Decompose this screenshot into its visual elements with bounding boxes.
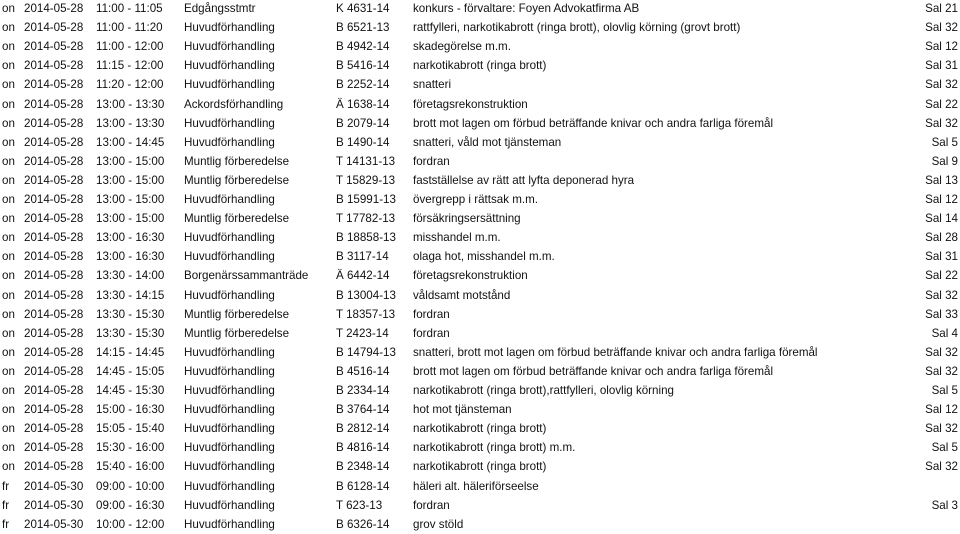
date: 2014-05-28 — [24, 135, 84, 149]
courtroom: Sal 4 — [931, 326, 958, 340]
case-number: B 3764-14 — [336, 403, 390, 417]
hearing-type: Huvudförhandling — [184, 116, 275, 130]
date: 2014-05-28 — [24, 116, 84, 130]
hearing-type: Muntlig förberedelse — [184, 212, 290, 226]
case-description: narkotikabrott (ringa brott) m.m. — [413, 441, 576, 455]
schedule-row — [0, 56, 960, 75]
date: 2014-05-28 — [24, 173, 84, 187]
weekday: on — [2, 460, 15, 474]
courtroom: Sal 3 — [931, 498, 958, 512]
time-range: 15:40 - 16:00 — [96, 460, 165, 474]
schedule-row — [0, 362, 960, 381]
weekday: on — [2, 21, 15, 35]
schedule-row — [0, 343, 960, 362]
hearing-type: Muntlig förberedelse — [184, 326, 290, 340]
courtroom: Sal 12 — [925, 40, 958, 54]
schedule-row — [0, 0, 960, 18]
case-description: olaga hot, misshandel m.m. — [413, 250, 555, 264]
schedule-row — [0, 496, 960, 515]
case-description: brott mot lagen om förbud beträffande knivar och andra farliga föremål — [413, 364, 774, 378]
courtroom: Sal 31 — [925, 250, 958, 264]
time-range: 11:15 - 12:00 — [96, 59, 164, 73]
schedule-row — [0, 133, 960, 152]
schedule-row — [0, 457, 960, 476]
date: 2014-05-28 — [24, 441, 84, 455]
case-number: B 3117-14 — [336, 250, 389, 264]
date: 2014-05-30 — [24, 498, 84, 512]
weekday: on — [2, 422, 15, 436]
time-range: 13:30 - 14:00 — [96, 269, 165, 283]
date: 2014-05-28 — [24, 193, 84, 206]
case-description: häleri alt. häleriförseelse — [413, 479, 539, 493]
case-description: grov stöld — [413, 517, 464, 531]
hearing-type: Huvudförhandling — [184, 364, 275, 378]
case-description: företagsrekonstruktion — [413, 97, 528, 111]
weekday: on — [2, 193, 15, 206]
case-number: B 1490-14 — [336, 135, 390, 149]
date: 2014-05-28 — [24, 269, 84, 283]
date: 2014-05-28 — [24, 250, 84, 264]
courtroom: Sal 32 — [925, 78, 958, 92]
case-description: företagsrekonstruktion — [413, 269, 528, 283]
schedule-row — [0, 400, 960, 419]
schedule-row — [0, 477, 960, 496]
case-number: B 2334-14 — [336, 384, 390, 397]
date: 2014-05-28 — [24, 78, 84, 92]
courtroom: Sal 32 — [925, 21, 958, 35]
case-number: B 6128-14 — [336, 479, 390, 493]
case-description: brott mot lagen om förbud beträffande knivar och andra farliga föremål — [413, 116, 774, 130]
case-number: B 5416-14 — [336, 59, 390, 73]
weekday: fr — [2, 479, 10, 493]
hearing-type: Huvudförhandling — [184, 460, 275, 474]
courtroom: Sal 5 — [931, 384, 958, 397]
weekday: on — [2, 403, 15, 417]
date: 2014-05-28 — [24, 403, 84, 417]
schedule-row — [0, 247, 960, 266]
date: 2014-05-28 — [24, 231, 84, 245]
case-description: våldsamt motstånd — [413, 288, 511, 302]
date: 2014-05-28 — [24, 97, 84, 111]
courtroom: Sal 12 — [925, 403, 958, 417]
time-range: 11:00 - 12:00 — [96, 40, 164, 54]
courtroom: Sal 32 — [925, 460, 958, 474]
hearing-type: Muntlig förberedelse — [184, 173, 290, 187]
case-description: hot mot tjänsteman — [413, 403, 512, 417]
date: 2014-05-28 — [24, 364, 84, 378]
time-range: 13:00 - 15:00 — [96, 154, 165, 168]
case-number: B 13004-13 — [336, 288, 396, 302]
time-range: 10:00 - 12:00 — [96, 517, 165, 531]
courtroom: Sal 32 — [925, 364, 958, 378]
schedule-row — [0, 305, 960, 324]
case-description: narkotikabrott (ringa brott) — [413, 460, 547, 474]
courtroom: Sal 5 — [931, 135, 958, 149]
time-range: 11:00 - 11:05 — [96, 2, 163, 15]
case-description: fordran — [413, 326, 450, 340]
schedule-row — [0, 75, 960, 94]
case-number: B 6521-13 — [336, 21, 390, 35]
weekday: on — [2, 40, 15, 54]
hearing-type: Huvudförhandling — [184, 21, 275, 35]
case-number: B 2812-14 — [336, 422, 390, 436]
weekday: fr — [2, 498, 10, 512]
case-number: B 18858-13 — [336, 231, 396, 245]
case-description: narkotikabrott (ringa brott) — [413, 59, 547, 73]
weekday: on — [2, 326, 15, 340]
case-description: fordran — [413, 498, 450, 512]
hearing-type: Huvudförhandling — [184, 40, 275, 54]
case-number: B 2252-14 — [336, 78, 390, 92]
time-range: 11:00 - 11:20 — [96, 21, 163, 35]
hearing-type: Huvudförhandling — [184, 59, 275, 73]
hearing-type: Ackordsförhandling — [184, 97, 284, 111]
weekday: on — [2, 2, 15, 15]
hearing-type: Huvudförhandling — [184, 193, 275, 206]
weekday: fr — [2, 517, 10, 531]
courtroom: Sal 14 — [925, 212, 958, 226]
case-description: rattfylleri, narkotikabrott (ringa brott), olovlig körning (grovt brott) — [413, 21, 741, 35]
weekday: on — [2, 364, 15, 378]
date: 2014-05-28 — [24, 59, 84, 73]
schedule-row — [0, 171, 960, 190]
hearing-type: Huvudförhandling — [184, 422, 275, 436]
date: 2014-05-30 — [24, 517, 84, 531]
schedule-row — [0, 381, 960, 400]
case-description: misshandel m.m. — [413, 231, 501, 245]
schedule-row — [0, 114, 960, 133]
courtroom: Sal 28 — [925, 231, 958, 245]
time-range: 15:05 - 15:40 — [96, 422, 165, 436]
time-range: 11:20 - 12:00 — [96, 78, 164, 92]
time-range: 13:00 - 14:45 — [96, 135, 165, 149]
case-description: narkotikabrott (ringa brott) — [413, 422, 547, 436]
courtroom: Sal 9 — [931, 154, 958, 168]
schedule-row — [0, 324, 960, 343]
time-range: 14:45 - 15:05 — [96, 364, 165, 378]
hearing-type: Huvudförhandling — [184, 288, 275, 302]
case-description: försäkringsersättning — [413, 212, 521, 226]
schedule-row — [0, 152, 960, 171]
courtroom: Sal 32 — [925, 116, 958, 130]
case-number: Ä 1638-14 — [336, 97, 390, 111]
case-description: snatteri — [413, 78, 452, 92]
schedule-row — [0, 515, 960, 534]
hearing-type: Huvudförhandling — [184, 384, 275, 397]
time-range: 13:30 - 14:15 — [96, 288, 165, 302]
courtroom: Sal 33 — [925, 307, 958, 321]
case-number: K 4631-14 — [336, 2, 390, 15]
time-range: 13:00 - 15:00 — [96, 212, 165, 226]
case-number: B 4516-14 — [336, 364, 390, 378]
schedule-row — [0, 209, 960, 228]
weekday: on — [2, 116, 15, 130]
weekday: on — [2, 154, 15, 168]
weekday: on — [2, 97, 15, 111]
weekday: on — [2, 250, 15, 264]
case-description: snatteri, våld mot tjänsteman — [413, 135, 562, 149]
case-description: fordran — [413, 154, 450, 168]
schedule-row — [0, 419, 960, 438]
case-number: B 2079-14 — [336, 116, 390, 130]
weekday: on — [2, 212, 15, 226]
time-range: 13:00 - 13:30 — [96, 116, 165, 130]
case-number: T 2423-14 — [336, 326, 389, 340]
hearing-type: Muntlig förberedelse — [184, 154, 290, 168]
date: 2014-05-28 — [24, 460, 84, 474]
schedule-row — [0, 228, 960, 247]
case-number: T 15829-13 — [336, 173, 396, 187]
case-number: Ä 6442-14 — [336, 269, 390, 283]
weekday: on — [2, 269, 15, 283]
case-description: konkurs - förvaltare: Foyen Advokatfirma AB — [413, 2, 640, 15]
case-description: fastställelse av rätt att lyfta deponerad hyra — [413, 173, 635, 187]
courtroom: Sal 21 — [925, 2, 958, 15]
case-description: snatteri, brott mot lagen om förbud beträffande knivar och andra farliga föremål — [413, 345, 818, 359]
schedule-row — [0, 286, 960, 305]
hearing-type: Huvudförhandling — [184, 231, 275, 245]
hearing-type: Huvudförhandling — [184, 517, 275, 531]
hearing-type: Huvudförhandling — [184, 479, 275, 493]
time-range: 13:00 - 13:30 — [96, 97, 165, 111]
hearing-type: Huvudförhandling — [184, 78, 275, 92]
hearing-type: Edgångsstmtr — [184, 2, 256, 15]
weekday: on — [2, 288, 15, 302]
courtroom: Sal 12 — [925, 193, 958, 206]
courtroom: Sal 22 — [925, 97, 958, 111]
case-number: B 4816-14 — [336, 441, 390, 455]
date: 2014-05-28 — [24, 21, 84, 35]
case-number: B 6326-14 — [336, 517, 390, 531]
time-range: 13:00 - 16:30 — [96, 250, 165, 264]
time-range: 09:00 - 10:00 — [96, 479, 165, 493]
date: 2014-05-28 — [24, 345, 84, 359]
weekday: on — [2, 441, 15, 455]
time-range: 15:00 - 16:30 — [96, 403, 165, 417]
date: 2014-05-28 — [24, 288, 84, 302]
weekday: on — [2, 307, 15, 321]
hearing-type: Huvudförhandling — [184, 441, 275, 455]
case-number: B 15991-13 — [336, 193, 396, 206]
case-description: övergrepp i rättsak m.m. — [413, 193, 538, 206]
date: 2014-05-30 — [24, 479, 84, 493]
case-description: narkotikabrott (ringa brott),rattfylleri, olovlig körning — [413, 384, 674, 397]
case-number: T 623-13 — [336, 498, 383, 512]
date: 2014-05-28 — [24, 40, 84, 54]
case-number: B 14794-13 — [336, 345, 396, 359]
hearing-type: Muntlig förberedelse — [184, 307, 290, 321]
time-range: 15:30 - 16:00 — [96, 441, 165, 455]
schedule-row — [0, 438, 960, 457]
case-description: skadegörelse m.m. — [413, 40, 511, 54]
time-range: 14:15 - 14:45 — [96, 345, 165, 359]
schedule-row — [0, 266, 960, 285]
schedule-row — [0, 95, 960, 114]
courtroom: Sal 5 — [931, 441, 958, 455]
weekday: on — [2, 345, 15, 359]
courtroom: Sal 32 — [925, 288, 958, 302]
courtroom: Sal 13 — [925, 173, 958, 187]
weekday: on — [2, 78, 15, 92]
time-range: 13:00 - 15:00 — [96, 193, 165, 206]
date: 2014-05-28 — [24, 384, 84, 397]
courtroom: Sal 31 — [925, 59, 958, 73]
date: 2014-05-28 — [24, 326, 84, 340]
courtroom: Sal 32 — [925, 422, 958, 436]
schedule-row — [0, 190, 960, 209]
hearing-type: Huvudförhandling — [184, 135, 275, 149]
case-number: B 2348-14 — [336, 460, 390, 474]
date: 2014-05-28 — [24, 154, 84, 168]
weekday: on — [2, 135, 15, 149]
weekday: on — [2, 173, 15, 187]
case-number: T 14131-13 — [336, 154, 396, 168]
hearing-type: Huvudförhandling — [184, 250, 275, 264]
date: 2014-05-28 — [24, 2, 84, 15]
time-range: 14:45 - 15:30 — [96, 384, 165, 397]
weekday: on — [2, 59, 15, 73]
time-range: 13:00 - 15:00 — [96, 173, 165, 187]
hearing-type: Borgenärssammanträde — [184, 269, 309, 283]
date: 2014-05-28 — [24, 307, 84, 321]
courtroom: Sal 32 — [925, 345, 958, 359]
hearing-type: Huvudförhandling — [184, 498, 275, 512]
time-range: 13:30 - 15:30 — [96, 307, 165, 321]
weekday: on — [2, 384, 15, 397]
courtroom: Sal 22 — [925, 269, 958, 283]
time-range: 09:00 - 16:30 — [96, 498, 165, 512]
date: 2014-05-28 — [24, 422, 84, 436]
schedule-row — [0, 37, 960, 56]
schedule-row — [0, 18, 960, 37]
date: 2014-05-28 — [24, 212, 84, 226]
hearing-type: Huvudförhandling — [184, 345, 275, 359]
hearing-type: Huvudförhandling — [184, 403, 275, 417]
case-number: T 17782-13 — [336, 212, 396, 226]
case-number: B 4942-14 — [336, 40, 390, 54]
case-description: fordran — [413, 307, 450, 321]
time-range: 13:00 - 16:30 — [96, 231, 165, 245]
case-number: T 18357-13 — [336, 307, 396, 321]
weekday: on — [2, 231, 15, 245]
time-range: 13:30 - 15:30 — [96, 326, 165, 340]
